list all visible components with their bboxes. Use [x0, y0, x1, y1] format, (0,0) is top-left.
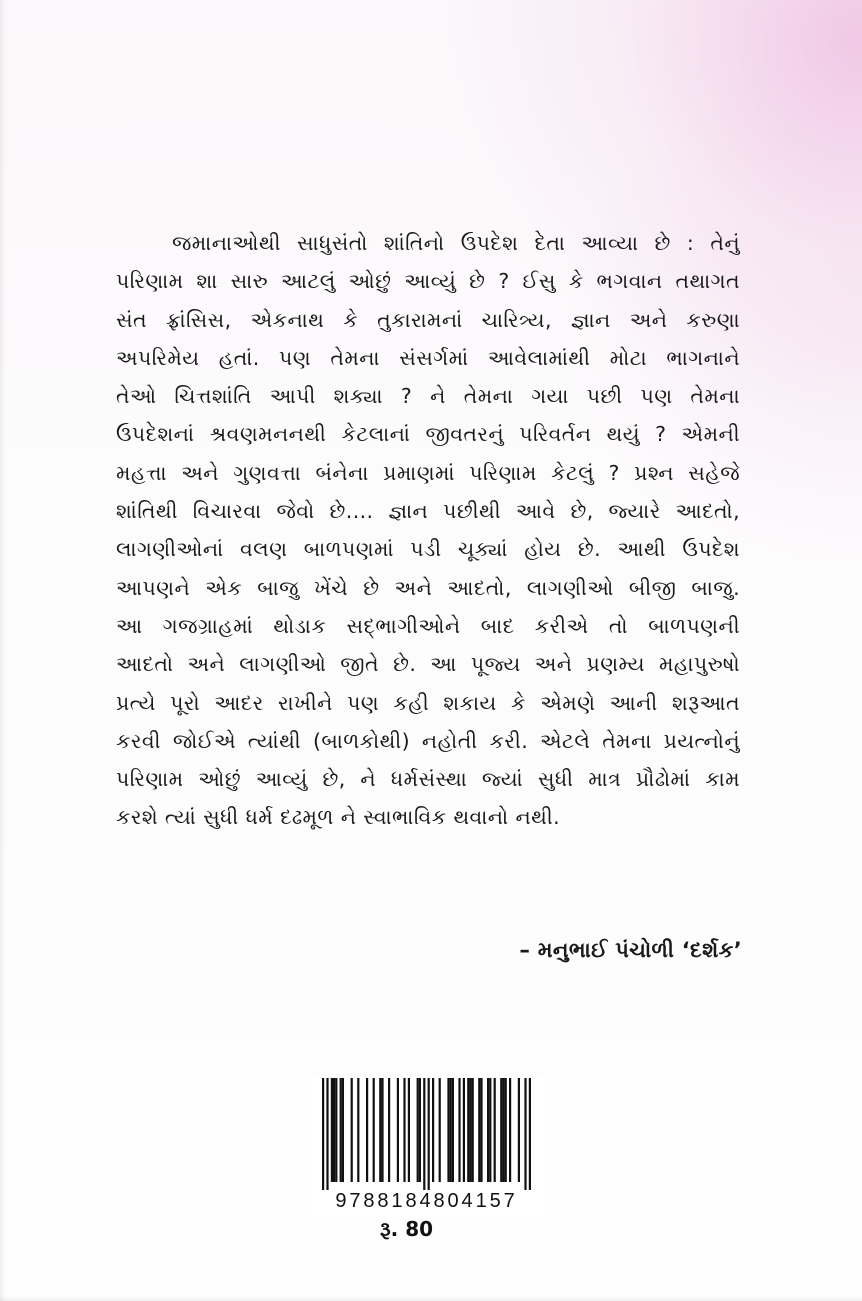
barcode-bar: [333, 1078, 335, 1182]
barcode-bar: [509, 1078, 511, 1182]
price-label: રૂ. 80: [380, 1217, 434, 1241]
quote-paragraph: [116, 224, 740, 837]
cover-bottom-edge: [0, 1295, 862, 1301]
barcode-bar: [335, 1078, 337, 1182]
barcode-bar: [439, 1078, 441, 1182]
quote-line: જમાનાઓથી સાધુસંતો શાંતિનો ઉપદેશ દેતા આવ્યા છે : તેનું: [172, 231, 740, 255]
barcode-bar: [388, 1078, 390, 1182]
barcode-bar: [469, 1078, 471, 1182]
barcode-bar: [489, 1078, 491, 1182]
barcode-bar: [524, 1078, 526, 1190]
barcode-bar: [505, 1078, 507, 1182]
barcode-bars: [309, 1076, 544, 1190]
quote-line: તેઓ ચિત્તશાંતિ આપી શક્યા ? ને તેમના ગયા પછી પણ તેમના: [116, 384, 740, 409]
quote-line: પરિણામ ઓછું આવ્યું છે, ને ધર્મસંસ્થા જ્યાં સુધી માત્ર પ્રૌઢોમાં કામ: [116, 767, 740, 792]
quote-line: કરશે ત્યાં સુધી ધર્મ દઢમૂળ ને સ્વાભાવિક થવાનો નથી.: [116, 805, 561, 830]
quote-line: આદતો અને લાગણીઓ જીતે છે. આ પૂજ્ય અને પ્રણમ્ય મહાપુરુષો: [116, 652, 740, 677]
barcode-bar: [502, 1078, 504, 1182]
barcode-bar: [529, 1078, 531, 1190]
quote-line: કરવી જોઈએ ત્યાંથી (બાળકોથી) નહોતી કરી. એટલે તેમના પ્રયત્નોનું: [116, 728, 740, 753]
quote-line: શાંતિથી વિચારવા જેવો છે.... જ્ઞાન પછીથી આવે છે, જ્યારે આદતો,: [116, 499, 740, 524]
cover-left-edge: [0, 0, 6, 1301]
quote-line: અપરિમેય હતાં. પણ તેમના સંસર્ગમાં આવેલામાંથી મોટા ભાગનાને: [116, 345, 740, 370]
barcode-bar: [500, 1078, 502, 1182]
quote-line: પરિણામ શા સારુ આટલું ઓછું આવ્યું છે ? ઈસુ કે ભગવાન તથાગત: [116, 269, 740, 294]
barcode-bar: [518, 1078, 520, 1182]
barcode-bar: [463, 1078, 465, 1182]
barcode-bar: [494, 1078, 496, 1182]
quote-line: આપણને એક બાજુ ખેંચે છે અને આદતો, લાગણીઓ બીજી બાજુ.: [116, 575, 740, 600]
barcode-bar: [381, 1078, 383, 1182]
barcode-bar: [322, 1078, 324, 1190]
barcode-bar: [340, 1078, 342, 1182]
barcode-bar: [480, 1078, 482, 1182]
barcode-bar: [417, 1078, 419, 1182]
barcode-bar: [373, 1078, 375, 1182]
barcode-bar: [487, 1078, 489, 1182]
barcode-bar: [397, 1078, 399, 1182]
barcode-bar: [357, 1078, 359, 1182]
quote-line: આ ગજગ્રાહમાં થોડાક સદ્ભાગીઓને બાદ કરીએ તો બાળપણની: [116, 613, 740, 638]
isbn-number: 9788184804157: [335, 1190, 518, 1212]
barcode-bar: [342, 1078, 344, 1182]
quote-line: સંત ફ્રાંસિસ, એકનાથ કે તુકારામનાં ચારિત્ર્ય, જ્ઞાન અને કરુણા: [116, 307, 740, 332]
barcode-bar: [326, 1078, 328, 1190]
quote-line: મહત્તા અને ગુણવત્તા બંનેના પ્રમાણમાં પરિણામ કેટલું ? પ્રશ્ન સહેજે: [116, 460, 740, 485]
quote-line: પ્રત્યે પૂરો આદર રાખીને પણ કહી શકાય કે એમણે આની શરૂઆત: [116, 690, 740, 715]
barcode-bar: [403, 1078, 405, 1182]
quote-line: લાગણીઓનાં વલણ બાળપણમાં પડી ચૂક્યાં હોય છે. આથી ઉપદેશ: [116, 537, 740, 562]
barcode-bar: [351, 1078, 353, 1182]
barcode-bar: [432, 1078, 434, 1182]
barcode-bar: [379, 1078, 381, 1182]
barcode-bar: [366, 1078, 368, 1182]
barcode-bar: [450, 1078, 452, 1182]
barcode-bar: [478, 1078, 480, 1182]
barcode-bar: [452, 1078, 454, 1182]
barcode-bar: [419, 1078, 421, 1182]
quote-line: ઉપદેશનાં શ્રવણમનનથી કેટલાનાં જીવતરનું પરિવર્તન થયું ? એમની: [116, 422, 740, 447]
barcode-bar: [447, 1078, 449, 1182]
barcode-bar: [331, 1078, 333, 1182]
barcode-bar: [458, 1078, 460, 1182]
barcode-bar: [428, 1078, 430, 1190]
barcode-bar: [408, 1078, 410, 1182]
barcode-bar: [472, 1078, 474, 1182]
barcode-bar: [423, 1078, 425, 1190]
quote-attribution: – મનુભાઈ પંચોળી ‘દર્શક’: [519, 938, 742, 962]
isbn-barcode: [309, 1076, 544, 1218]
barcode-bar: [467, 1078, 469, 1182]
